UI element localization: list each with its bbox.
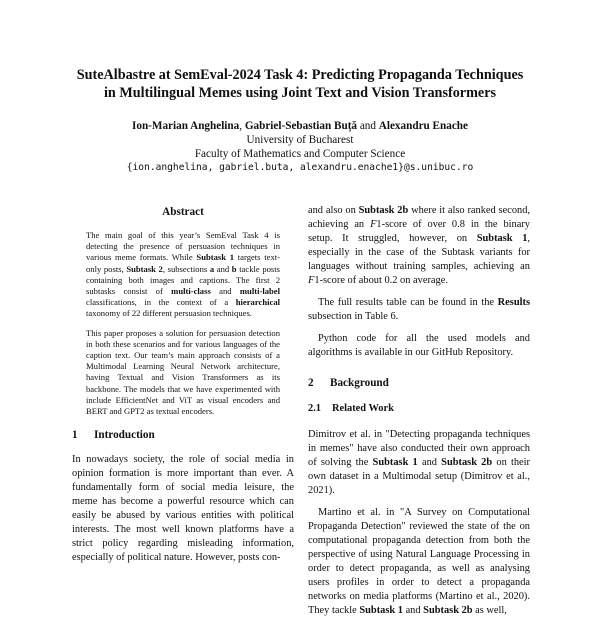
rw-text: as well, xyxy=(472,605,507,616)
rw-text: and xyxy=(402,605,424,616)
rc-bold-subtask2b: Subtask 2b xyxy=(358,205,409,216)
results-table-paragraph xyxy=(308,296,530,324)
rw-text: and xyxy=(417,457,442,468)
author-names xyxy=(40,119,560,133)
rc-text: and also on xyxy=(308,205,359,216)
left-column xyxy=(72,206,294,573)
abs-text: taxonomy of 22 different persuasion techniques. xyxy=(86,308,252,319)
rc-text: , especially in the case of the Subtask variants for languages without training samples, achieving an xyxy=(308,233,531,272)
rw-text: on their own dataset in a Multimodal setup (Dimitrov et al., 2021). xyxy=(308,457,531,496)
rc-text: The full results table can be found in the xyxy=(318,297,498,308)
abs-bold-hierarchical: hierarchical xyxy=(235,297,280,308)
introduction-paragraph-1: In nowadays society, the role of social media in opinion formation is more important than ever. A fundamentally form of social media leisure, the meme has become a powerful resource which can easily be abused by various entities with political interests. The most well known platforms have a strict policy regarding misleading information, especially of political nature. However, posts con- xyxy=(72,454,294,564)
rc-bold-results: Results xyxy=(497,297,530,308)
code-paragraph: Python code for all the used models and algorithms is available in our GitHub Repository. xyxy=(308,333,530,358)
subsection-number: 2.1 xyxy=(308,403,321,414)
abs-bold-multilabel: multi-label xyxy=(239,286,280,297)
rw-bold-subtask1: Subtask 1 xyxy=(359,605,403,616)
rw-bold-subtask2b: Subtask 2b xyxy=(441,457,493,468)
section-heading-introduction xyxy=(72,429,294,441)
rc-italic-f: F xyxy=(370,219,377,230)
introduction-body xyxy=(72,453,294,565)
rc-bold-subtask1: Subtask 1 xyxy=(476,233,528,244)
rc-text: 1-score of about 0.2 on average. xyxy=(314,275,448,286)
subsection-title: Related Work xyxy=(332,403,394,414)
abstract-heading: Abstract xyxy=(162,206,204,218)
abs-bold-subtask2: Subtask 2 xyxy=(126,263,163,274)
author-block xyxy=(40,119,560,175)
affiliation-university: University of Bucharest xyxy=(246,134,354,146)
rc-text: subsection in Table 6. xyxy=(308,311,399,322)
rw-bold-subtask1: Subtask 1 xyxy=(372,457,418,468)
rw-bold-subtask2b: Subtask 2b xyxy=(423,605,473,616)
section-title: Background xyxy=(330,377,389,389)
abstract-body xyxy=(86,230,280,417)
abs-text: tackle posts containing both images and captions. The first 2 subtasks consist of xyxy=(86,263,280,297)
author-sep-and: and xyxy=(357,120,379,132)
right-column xyxy=(308,204,530,626)
rc-italic-f: F xyxy=(308,275,315,286)
abs-text: and xyxy=(214,263,232,274)
author-2: Gabriel-Sebastian Buță xyxy=(244,120,358,132)
results-paragraph xyxy=(308,204,530,288)
right-column-body xyxy=(308,204,530,618)
affiliation-faculty: Faculty of Mathematics and Computer Science xyxy=(194,148,406,160)
rw-text: Martino et al. in "A Survey on Computational Propaganda Detection" reviewed the state of the on computational propaganda detection from both the perspective of using Natural Language Processing in order to detect propaganda, as well as analysing users profiles in order to detect a propaganda networks on media platforms (Martino et al., 2020). They tackle xyxy=(308,507,530,616)
section-number: 2 xyxy=(308,377,314,389)
abs-bold-a: a xyxy=(209,263,215,274)
abs-text: The main goal of this year’s SemEval Task 4 is detecting the presence of persuasion techniques in various meme formats. While xyxy=(86,230,280,263)
section-number: 1 xyxy=(72,429,78,442)
subsection-heading-related-work xyxy=(308,402,530,416)
rc-text: 1-score of over 0.8 in the binary setup. It struggled, however, on xyxy=(308,219,530,244)
abs-bold-subtask1: Subtask 1 xyxy=(196,252,235,263)
paper-title xyxy=(40,66,560,102)
author-emails: {ion.anghelina, gabriel.buta, alexandru.enache1}@s.unibuc.ro xyxy=(126,162,474,173)
author-3: Alexandru Enache xyxy=(378,120,468,132)
abstract-paragraph-2: This paper proposes a solution for persuasion detection in both these scenarios and for various languages of the caption text. Our team’s main approach consists of a Multimodal Learning Neural Network architecture, having Textual and Vision Transformers as its backbone. The models that we have experimented with include EfficientNet and ViT as visual encoders and BERT and GPT2 as textual encoders. xyxy=(86,327,280,417)
section-title: Introduction xyxy=(94,429,155,442)
title-line-1: SuteAlbastre at SemEval-2024 Task 4: Predicting Propaganda Techniques xyxy=(76,67,524,83)
section-heading-background xyxy=(308,376,530,390)
related-work-paragraph-1 xyxy=(308,428,530,498)
abs-text: and xyxy=(210,286,240,297)
abs-text: targets text-only posts, xyxy=(86,252,280,274)
abs-text: , subsections xyxy=(162,263,210,274)
author-1: Ion-Marian Anghelina xyxy=(132,120,240,132)
title-line-2: in Multilingual Memes using Joint Text and Vision Transformers xyxy=(103,85,497,101)
abs-text: classifications, in the context of a xyxy=(86,297,236,308)
abs-bold-multiclass: multi-class xyxy=(171,286,211,297)
related-work-paragraph-2 xyxy=(308,506,530,618)
abstract-paragraph-1 xyxy=(86,230,280,320)
abs-bold-b: b xyxy=(231,263,237,274)
rw-text: Dimitrov et al. in "Detecting propaganda techniques in memes" have also conducted their own approach of solving the xyxy=(308,429,530,468)
author-sep-comma: , xyxy=(239,120,245,132)
rc-text: where it also ranked second, achieving an xyxy=(308,205,530,230)
